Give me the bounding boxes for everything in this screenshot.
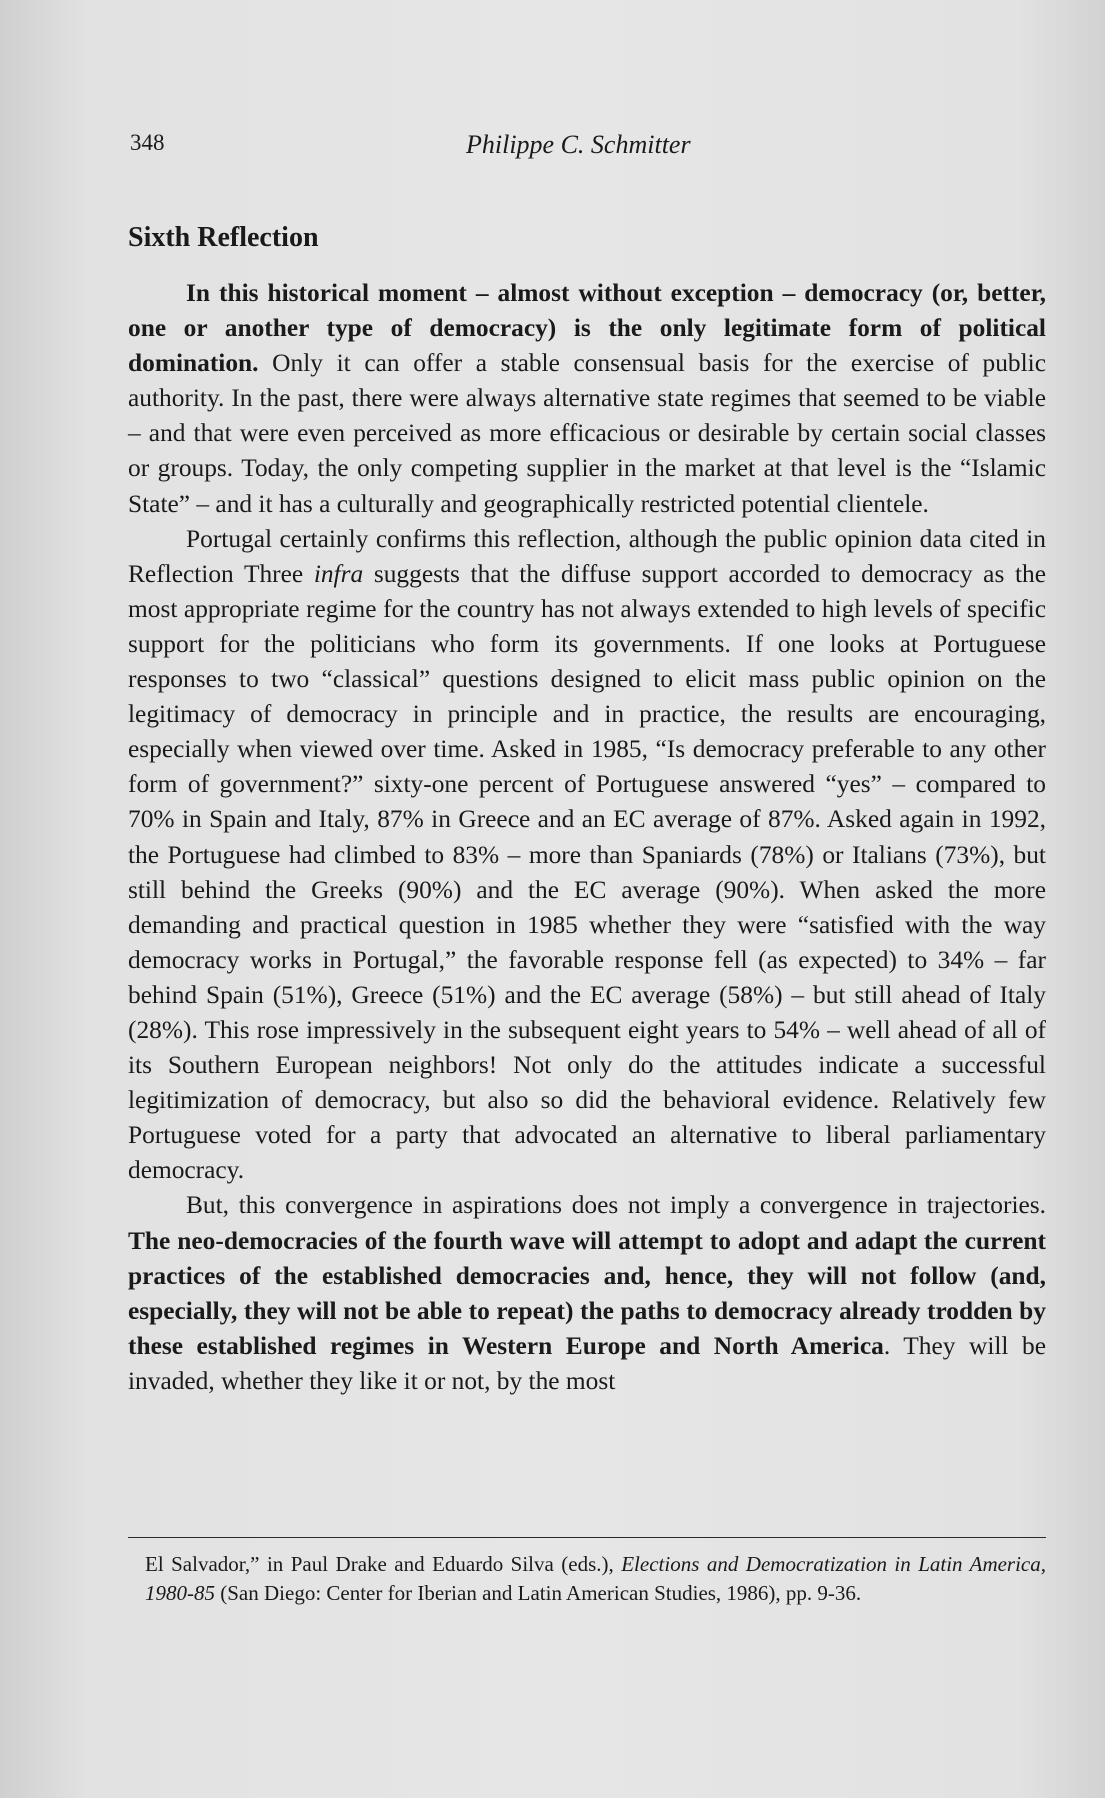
paragraph-3-text-after: . They will be invaded, whether they like it or not, by the most [128,1331,1046,1395]
footnote-text-before: El Salvador,” in Paul Drake and Eduardo Silva (eds.), [145,1552,622,1576]
footnote-italic-title: Elections and Democratization in Latin America, 1980-85 [145,1552,1047,1605]
paragraph-3 [128,1188,1046,1399]
paragraph-1 [128,276,1046,522]
paragraph-1-text: Only it can offer a stable consensual basis for the exercise of public authority. In the past, there were always alternative state regimes that seemed to be viable – and that were even perceived as more efficacious or desirable by certain social classes or groups. Today, the only competing supplier in the market at that level is the “Islamic State” – and it has a culturally and geographically restricted potential clientele. [128,349,1046,518]
running-head [128,130,1046,164]
section-heading: Sixth Reflection [128,222,319,253]
paragraph-1-bold-lead: In this historical moment – almost without exception – democracy (or, better, one or another type of democracy) is the only legitimate form of political domination. [128,279,1046,378]
footnote-divider [128,1537,1046,1538]
running-author: Philippe C. Schmitter [466,130,691,159]
page-number: 348 [130,130,165,155]
paragraph-3-text-before: But, this convergence in aspirations does not imply a convergence in trajectories. [186,1191,1046,1220]
paragraph-3-bold: The neo-democracies of the fourth wave will attempt to adopt and adapt the current practices of the established democracies and, hence, they will not follow (and, especially, they will not be able to repeat) the paths to democracy already trodden by these established regimes in Western Europe and North America [128,1226,1046,1360]
paragraph-2 [128,522,1046,1189]
footnote [145,1550,1046,1607]
body-text [128,276,1046,1399]
paragraph-2-text-after: suggests that the diffuse support accorded to democracy as the most appropriate regime for the country has not always extended to high levels of specific support for the politicians who form its governments. If one looks at Portuguese responses to two “classical” questions designed to elicit mass public opinion on the legitimacy of democracy in principle and in practice, the results are encouraging, especially when viewed over time. Asked in 1985, “Is democracy preferable to any other form of government?” sixty-one percent of Portuguese answered “yes” – compared to 70% in Spain and Italy, 87% in Greece and an EC average of 87%. Asked again in 1992, the Portuguese had climbed to 83% – more than Spaniards (78%) or Italians (73%), but still behind the Greeks (90%) and the EC average (90%). When asked the more demanding and practical question in 1985 whether they were “satisfied with the way democracy works in Portugal,” the favorable response fell (as expected) to 34% – far behind Spain (51%), Greece (51%) and the EC average (58%) – but still ahead of Italy (28%). This rose impressively in the subsequent eight years to 54% – well ahead of all of its Southern European neighbors! Not only do the attitudes indicate a successful legitimization of democracy, but also so did the behavioral evidence. Relatively few Portuguese voted for a party that advocated an alternative to liberal parliamentary democracy. [128,559,1046,1185]
paragraph-2-text-before: Portugal certainly confirms this reflection, although the public opinion data cited in Reflection Three [128,524,1046,588]
footnote-text-after: (San Diego: Center for Iberian and Latin American Studies, 1986), pp. 9-36. [215,1580,862,1605]
paragraph-2-italic: infra [313,559,364,588]
